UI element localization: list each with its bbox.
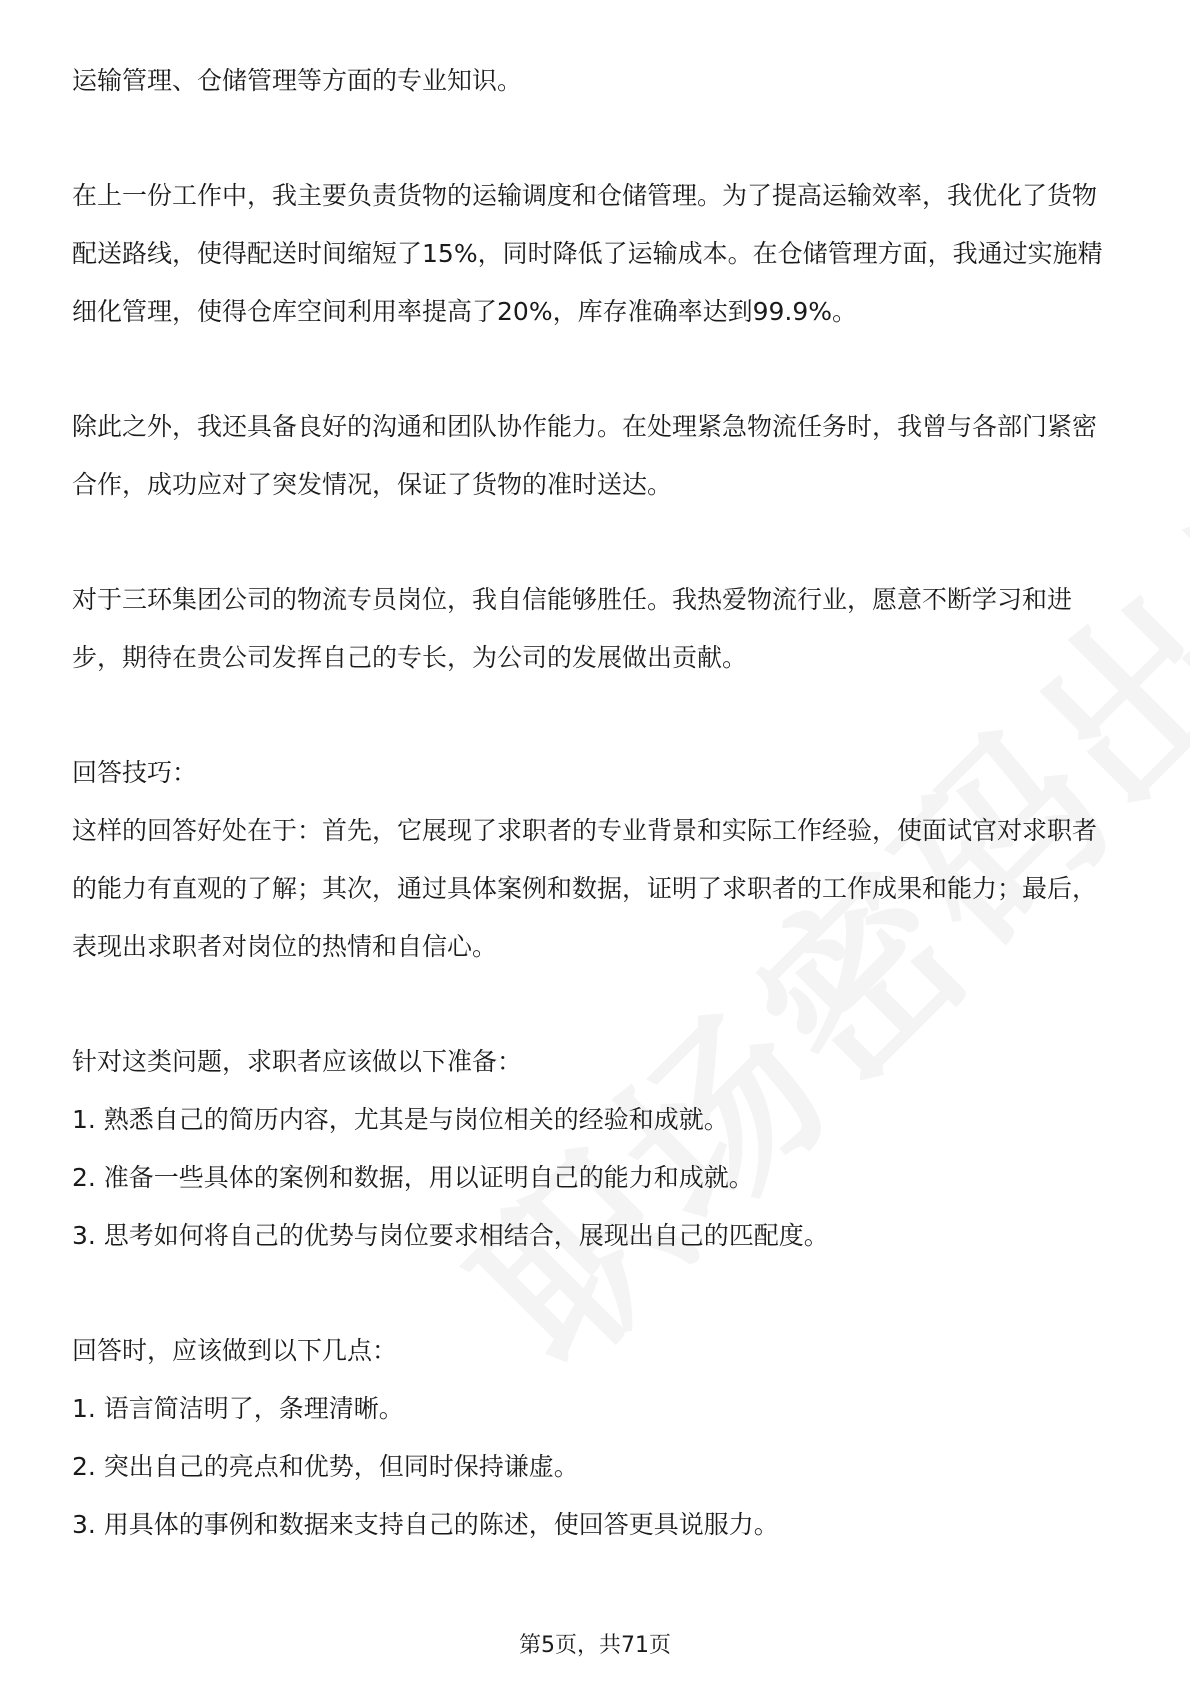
paragraph-intro-tail: 运输管理、仓储管理等方面的专业知识。: [72, 66, 523, 95]
list-item: 2. 突出自己的亮点和优势，但同时保持谦虚。: [72, 1452, 579, 1481]
list-item: 1. 语言简洁明了，条理清晰。: [72, 1394, 404, 1423]
list-item: 3. 思考如何将自己的优势与岗位要求相结合，展现出自己的匹配度。: [72, 1221, 829, 1250]
list-item: 2. 准备一些具体的案例和数据，用以证明自己的能力和成就。: [72, 1163, 754, 1192]
tips-heading: 回答技巧：: [72, 758, 198, 787]
paragraph-work-experience: 在上一份工作中，我主要负责货物的运输调度和仓储管理。为了提高运输效率，我优化了货物配送路线，使得配送时间缩短了15%，同时降低了运输成本。在仓储管理方面，我通过实施精细化管理，使得仓库空间利用率提高了20%，库存准确率达到99.9%。: [72, 181, 1103, 326]
paragraph-motivation: 对于三环集团公司的物流专员岗位，我自信能够胜任。我热爱物流行业，愿意不断学习和进步，期待在贵公司发挥自己的专长，为公司的发展做出贡献。: [72, 585, 1073, 672]
document-body: [72, 52, 1118, 1554]
prep-heading: 针对这类问题，求职者应该做以下准备：: [72, 1047, 523, 1076]
tips-body: 这样的回答好处在于：首先，它展现了求职者的专业背景和实际工作经验，使面试官对求职者的能力有直观的了解；其次，通过具体案例和数据，证明了求职者的工作成果和能力；最后，表现出求职者对岗位的热情和自信心。: [72, 816, 1098, 961]
list-item: 3. 用具体的事例和数据来支持自己的陈述，使回答更具说服力。: [72, 1510, 779, 1539]
list-item: 1. 熟悉自己的简历内容，尤其是与岗位相关的经验和成就。: [72, 1105, 729, 1134]
answer-heading: 回答时，应该做到以下几点：: [72, 1336, 398, 1365]
page-number: 第5页，共71页: [519, 1633, 671, 1658]
paragraph-teamwork: 除此之外，我还具备良好的沟通和团队协作能力。在处理紧急物流任务时，我曾与各部门紧密合作，成功应对了突发情况，保证了货物的准时送达。: [72, 412, 1098, 499]
